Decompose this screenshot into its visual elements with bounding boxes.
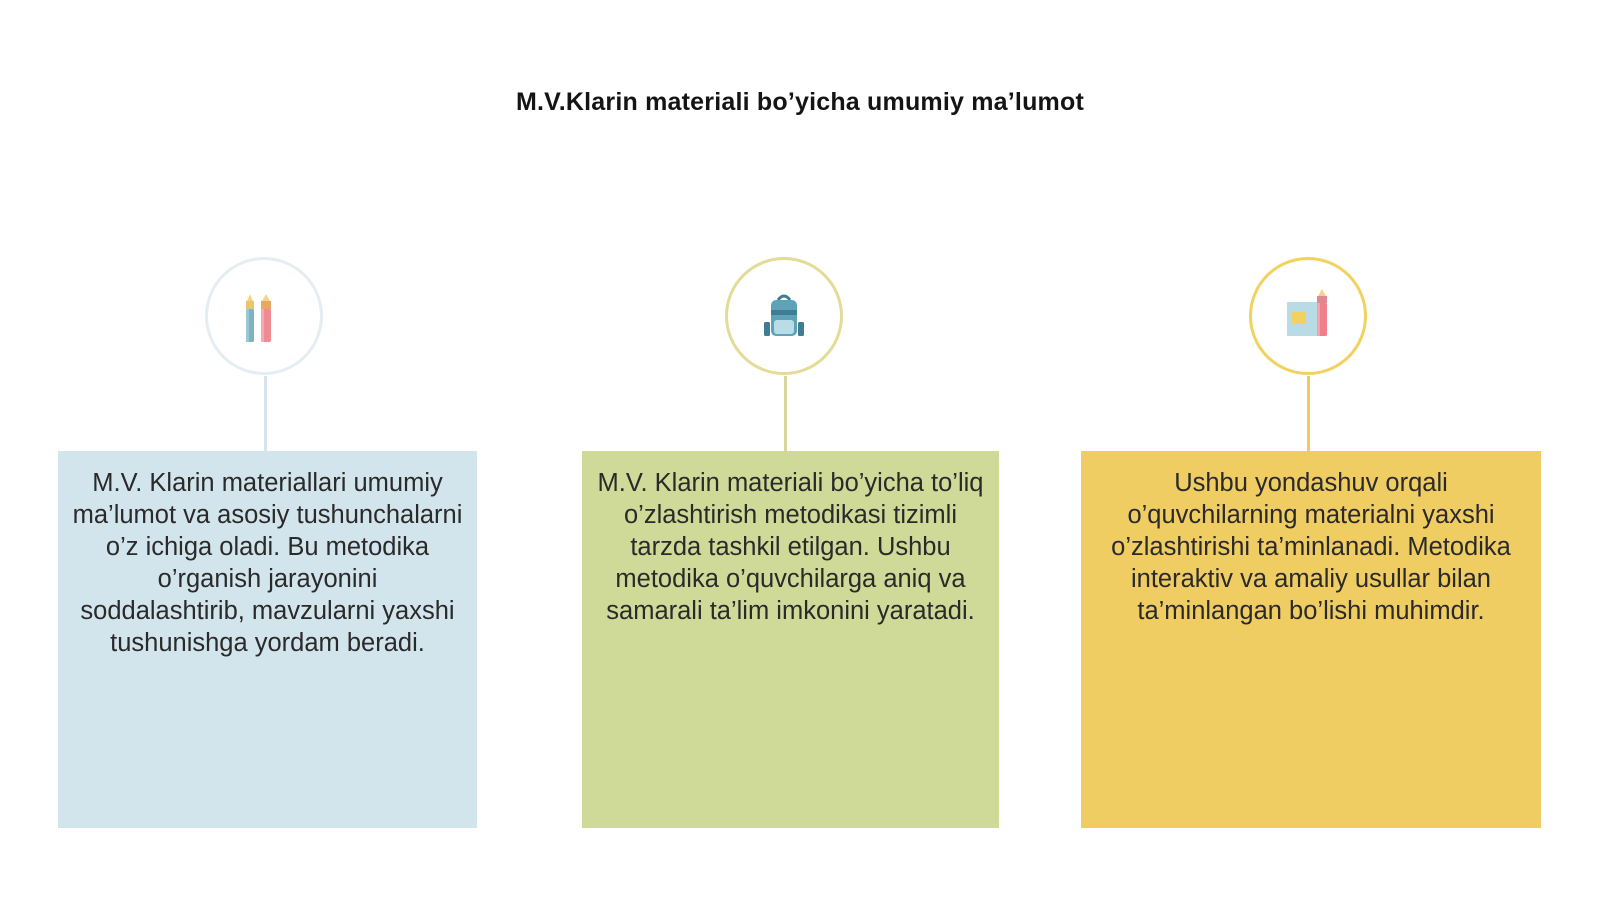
icon-circle-3 [1249, 257, 1367, 375]
connector-line-3 [1307, 376, 1310, 452]
info-card-2-text: M.V. Klarin materiali bo’yicha to’liq o’zlashtirish metodikasi tizimli tarzda tashkil etilgan. Ushbu metodika o’quvchilarga aniq va samarali ta’lim imkonini yaratadi. [597, 469, 984, 625]
icon-circle-2 [725, 257, 843, 375]
connector-line-1 [264, 376, 267, 452]
info-card-2 [582, 451, 999, 828]
info-card-1 [58, 451, 477, 828]
notebook-pencil-icon [1278, 286, 1338, 346]
info-card-1-text: M.V. Klarin materiallari umumiy ma’lumot va asosiy tushunchalarni o’z ichiga oladi. Bu metodika o’rganish jarayonini soddalashtirib, mavzularni yaxshi tushunishga yordam beradi. [72, 469, 463, 657]
info-card-3-text: Ushbu yondashuv orqali o’quvchilarning materialni yaxshi o’zlashtirishi ta’minlanadi. Metodika interaktiv va amaliy usullar bilan ta’minlangan bo’lishi muhimdir. [1111, 469, 1511, 625]
icon-circle-1 [205, 257, 323, 375]
pencils-icon [234, 286, 294, 346]
info-card-3 [1081, 451, 1541, 828]
page-title: M.V.Klarin materiali bo’yicha umumiy ma’lumot [516, 88, 1084, 116]
connector-line-2 [784, 376, 787, 452]
backpack-icon [754, 286, 814, 346]
